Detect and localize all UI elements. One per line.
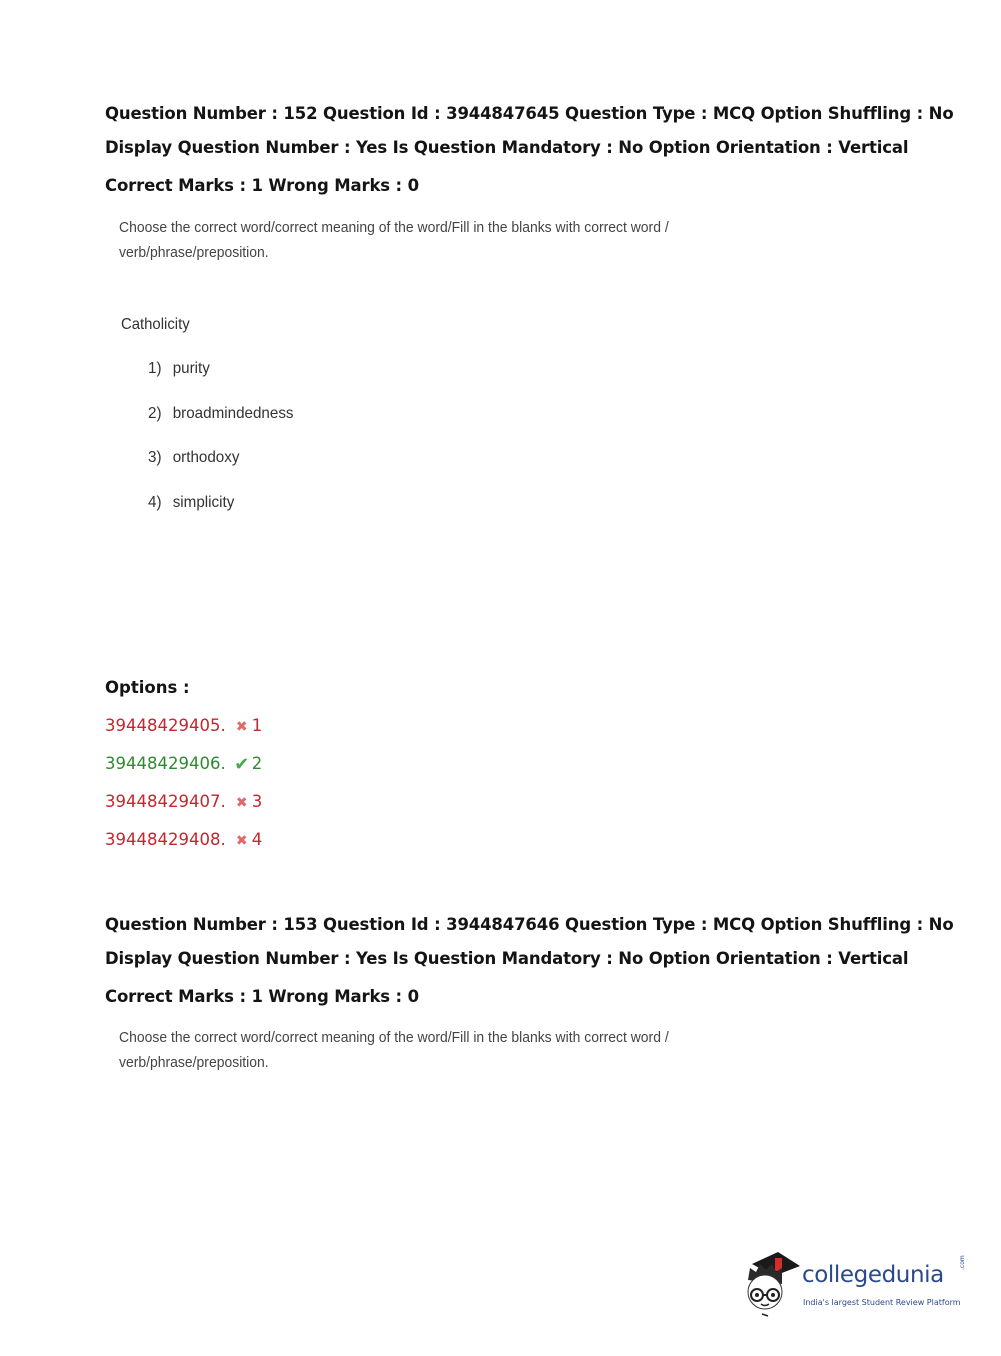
choice-number: 2): [148, 404, 162, 422]
question-153-meta-line2: Display Question Number : Yes Is Question Mandatory : No Option Orientation : Vertical: [105, 949, 909, 968]
choice-text: broadmindedness: [172, 404, 294, 422]
option-id: 39448429408.: [105, 830, 226, 849]
question-153-marks: Correct Marks : 1 Wrong Marks : 0: [105, 987, 419, 1006]
choice-number: 1): [148, 360, 162, 377]
wrong-mark-icon: ✖: [235, 719, 248, 735]
choice-3: [148, 449, 294, 494]
question-153-instruction: [119, 1025, 714, 1075]
option-value: 2: [251, 754, 263, 773]
question-153-meta: [105, 908, 985, 1014]
choice-number: 4): [148, 493, 162, 511]
question-152-meta: [105, 97, 985, 203]
collegedunia-logo: [742, 1250, 972, 1320]
wrong-mark-icon: ✖: [235, 795, 248, 811]
option-value: 1: [251, 716, 263, 735]
option-value: 3: [251, 792, 263, 811]
question-153-meta-line1: Question Number : 153 Question Id : 3944847646 Question Type : MCQ Option Shuffling : No: [105, 915, 954, 934]
question-152-instruction-line1: Choose the correct word/correct meaning of the word/Fill in the blanks with correct word /: [119, 219, 669, 236]
mascot-icon: [742, 1250, 802, 1320]
option-row: [105, 830, 262, 868]
option-id: 39448429407.: [105, 792, 226, 811]
question-152-instruction-line2: verb/phrase/preposition.: [119, 244, 269, 261]
option-id: 39448429406.: [105, 754, 226, 773]
question-153-instruction-line2: verb/phrase/preposition.: [119, 1054, 269, 1071]
logo-suffix: .com: [959, 1255, 966, 1270]
option-row: [105, 792, 262, 830]
correct-mark-icon: ✔: [234, 754, 250, 775]
question-152-word: Catholicity: [121, 316, 190, 333]
wrong-mark-icon: ✖: [235, 833, 248, 849]
choice-text: purity: [172, 360, 210, 377]
question-153-instruction-line1: Choose the correct word/correct meaning of the word/Fill in the blanks with correct word /: [119, 1029, 669, 1046]
option-row: [105, 754, 262, 792]
choice-text: simplicity: [172, 493, 235, 511]
question-152-instruction: [119, 215, 714, 265]
choice-number: 3): [148, 449, 162, 466]
question-152-marks: Correct Marks : 1 Wrong Marks : 0: [105, 176, 419, 195]
question-152-meta-line1: Question Number : 152 Question Id : 3944847645 Question Type : MCQ Option Shuffling : No: [105, 104, 954, 123]
question-152-choices: [148, 360, 301, 538]
option-value: 4: [251, 830, 263, 849]
question-152-meta-line2: Display Question Number : Yes Is Question Mandatory : No Option Orientation : Vertical: [105, 138, 909, 157]
option-row: [105, 716, 262, 754]
choice-1: [148, 360, 294, 405]
question-152-options: [105, 716, 262, 868]
logo-tagline: India's largest Student Review Platform: [803, 1298, 961, 1307]
choice-4: [148, 494, 294, 539]
logo-name: collegedunia: [802, 1262, 944, 1288]
choice-2: [148, 405, 294, 450]
options-title: Options :: [105, 678, 190, 697]
choice-text: orthodoxy: [172, 449, 240, 466]
option-id: 39448429405.: [105, 716, 226, 735]
